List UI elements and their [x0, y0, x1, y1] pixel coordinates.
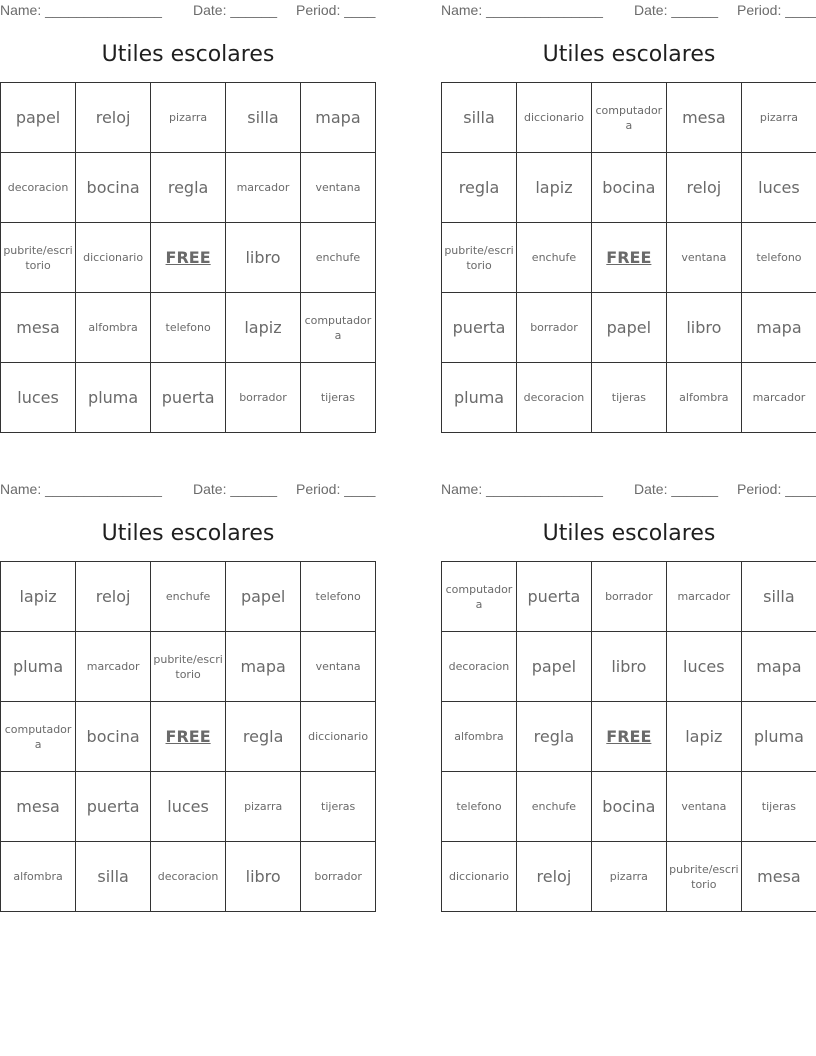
- bingo-cell: enchufe: [300, 223, 375, 293]
- bingo-cell: puerta: [151, 363, 226, 433]
- bingo-row: [442, 223, 816, 293]
- bingo-cell: borrador: [301, 842, 376, 912]
- bingo-cell: marcador: [666, 562, 741, 632]
- bingo-row: [442, 842, 816, 912]
- bingo-grid: [0, 82, 376, 433]
- bingo-cell: pubrite/escritorio: [1, 223, 76, 293]
- bingo-cell: libro: [591, 632, 666, 702]
- bingo-row: [1, 772, 376, 842]
- bingo-cell: enchufe: [516, 772, 591, 842]
- worksheet-header: [441, 0, 816, 20]
- bingo-cell: regla: [226, 702, 301, 772]
- bingo-cell: libro: [226, 842, 301, 912]
- bingo-row: [1, 223, 376, 293]
- bingo-cell: lapiz: [517, 153, 592, 223]
- bingo-cell: mesa: [666, 83, 741, 153]
- bingo-cell: reloj: [666, 153, 741, 223]
- bingo-cell: luces: [151, 772, 226, 842]
- free-space-cell: FREE: [591, 223, 666, 293]
- bingo-cell: borrador: [591, 562, 666, 632]
- bingo-cell: tijeras: [591, 363, 666, 433]
- bingo-cell: papel: [226, 562, 301, 632]
- bingo-cell: libro: [666, 293, 741, 363]
- bingo-cell: enchufe: [517, 223, 592, 293]
- bingo-cell: puerta: [516, 562, 591, 632]
- bingo-row: [1, 83, 376, 153]
- bingo-cell: reloj: [76, 562, 151, 632]
- bingo-cell: bocina: [76, 702, 151, 772]
- bingo-cell: pubrite/escritorio: [442, 223, 517, 293]
- bingo-row: [442, 153, 816, 223]
- bingo-cell: luces: [741, 153, 816, 223]
- worksheet-header: [0, 0, 376, 20]
- free-space-cell: FREE: [151, 702, 226, 772]
- bingo-row: [442, 772, 816, 842]
- bingo-cell: reloj: [516, 842, 591, 912]
- bingo-cell: diccionario: [76, 223, 151, 293]
- bingo-cell: pluma: [741, 702, 816, 772]
- card-title: Utiles escolares: [542, 42, 716, 67]
- bingo-grid: [0, 561, 376, 912]
- bingo-row: [1, 702, 376, 772]
- bingo-cell: decoracion: [442, 632, 517, 702]
- bingo-cell: computadora: [1, 702, 76, 772]
- free-space-cell: FREE: [591, 702, 666, 772]
- bingo-cell: pubrite/escritorio: [666, 842, 741, 912]
- bingo-cell: telefono: [151, 293, 226, 363]
- period-field-label: Period: ____: [737, 481, 816, 497]
- bingo-cell: diccionario: [442, 842, 517, 912]
- bingo-cell: telefono: [442, 772, 517, 842]
- bingo-row: [1, 632, 376, 702]
- bingo-cell: lapiz: [666, 702, 741, 772]
- bingo-row: [1, 562, 376, 632]
- date-field-label: Date: ______: [634, 481, 719, 497]
- card-title: Utiles escolares: [542, 521, 716, 546]
- bingo-cell: mapa: [226, 632, 301, 702]
- bingo-cell: silla: [741, 562, 816, 632]
- bingo-grid: [441, 561, 816, 912]
- bingo-cell: computadora: [442, 562, 517, 632]
- bingo-cell: mapa: [741, 632, 816, 702]
- bingo-cell: pubrite/escritorio: [151, 632, 226, 702]
- bingo-cell: luces: [666, 632, 741, 702]
- bingo-cell: bocina: [591, 772, 666, 842]
- bingo-row: [1, 293, 376, 363]
- bingo-cell: reloj: [76, 83, 151, 153]
- bingo-cell: ventana: [666, 223, 741, 293]
- free-space-cell: FREE: [151, 223, 226, 293]
- period-field-label: Period: ____: [296, 481, 376, 497]
- bingo-cell: pluma: [442, 363, 517, 433]
- bingo-cell: diccionario: [517, 83, 592, 153]
- worksheet-header: [0, 479, 376, 499]
- bingo-cell: marcador: [741, 363, 816, 433]
- bingo-cell: pizarra: [151, 83, 226, 153]
- bingo-cell: borrador: [517, 293, 592, 363]
- bingo-cell: marcador: [226, 153, 301, 223]
- bingo-cell: papel: [1, 83, 76, 153]
- bingo-cell: silla: [76, 842, 151, 912]
- bingo-cell: papel: [516, 632, 591, 702]
- bingo-cell: alfombra: [76, 293, 151, 363]
- bingo-cell: lapiz: [226, 293, 301, 363]
- bingo-row: [442, 632, 816, 702]
- bingo-cell: enchufe: [151, 562, 226, 632]
- date-field-label: Date: ______: [193, 2, 278, 18]
- bingo-cell: telefono: [741, 223, 816, 293]
- bingo-cell: diccionario: [301, 702, 376, 772]
- bingo-cell: ventana: [301, 632, 376, 702]
- bingo-cell: decoracion: [517, 363, 592, 433]
- bingo-cell: mesa: [1, 293, 76, 363]
- bingo-row: [442, 293, 816, 363]
- bingo-cell: alfombra: [442, 702, 517, 772]
- card-title: Utiles escolares: [101, 521, 275, 546]
- bingo-cell: decoracion: [151, 842, 226, 912]
- bingo-cell: mesa: [1, 772, 76, 842]
- period-field-label: Period: ____: [296, 2, 376, 18]
- bingo-cell: mapa: [741, 293, 816, 363]
- bingo-cell: mesa: [741, 842, 816, 912]
- bingo-cell: silla: [226, 83, 301, 153]
- bingo-cell: decoracion: [1, 153, 76, 223]
- date-field-label: Date: ______: [193, 481, 278, 497]
- bingo-cell: regla: [442, 153, 517, 223]
- bingo-cell: alfombra: [1, 842, 76, 912]
- bingo-cell: puerta: [76, 772, 151, 842]
- bingo-cell: lapiz: [1, 562, 76, 632]
- bingo-row: [442, 702, 816, 772]
- bingo-cell: tijeras: [741, 772, 816, 842]
- bingo-cell: pizarra: [226, 772, 301, 842]
- bingo-cell: ventana: [666, 772, 741, 842]
- bingo-cell: silla: [442, 83, 517, 153]
- bingo-cell: pluma: [76, 363, 151, 433]
- bingo-cell: borrador: [226, 363, 301, 433]
- name-field-label: Name: _______________: [0, 481, 162, 497]
- name-field-label: Name: _______________: [441, 2, 603, 18]
- bingo-row: [1, 842, 376, 912]
- bingo-cell: pluma: [1, 632, 76, 702]
- bingo-cell: pizarra: [591, 842, 666, 912]
- name-field-label: Name: _______________: [441, 481, 603, 497]
- date-field-label: Date: ______: [634, 2, 719, 18]
- bingo-cell: papel: [591, 293, 666, 363]
- bingo-cell: mapa: [300, 83, 375, 153]
- bingo-cell: bocina: [591, 153, 666, 223]
- bingo-row: [442, 83, 816, 153]
- bingo-row: [1, 153, 376, 223]
- bingo-cell: puerta: [442, 293, 517, 363]
- bingo-cell: computadora: [591, 83, 666, 153]
- bingo-cell: pizarra: [741, 83, 816, 153]
- worksheet-header: [441, 479, 816, 499]
- name-field-label: Name: _______________: [0, 2, 162, 18]
- bingo-cell: regla: [516, 702, 591, 772]
- bingo-row: [442, 363, 816, 433]
- bingo-cell: marcador: [76, 632, 151, 702]
- card-title: Utiles escolares: [101, 42, 275, 67]
- bingo-cell: ventana: [300, 153, 375, 223]
- bingo-cell: tijeras: [300, 363, 375, 433]
- bingo-cell: alfombra: [666, 363, 741, 433]
- bingo-cell: luces: [1, 363, 76, 433]
- bingo-row: [442, 562, 816, 632]
- bingo-cell: telefono: [301, 562, 376, 632]
- bingo-cell: bocina: [76, 153, 151, 223]
- period-field-label: Period: ____: [737, 2, 816, 18]
- bingo-cell: regla: [151, 153, 226, 223]
- bingo-cell: computadora: [300, 293, 375, 363]
- bingo-cell: tijeras: [301, 772, 376, 842]
- bingo-row: [1, 363, 376, 433]
- bingo-grid: [441, 82, 816, 433]
- bingo-cell: libro: [226, 223, 301, 293]
